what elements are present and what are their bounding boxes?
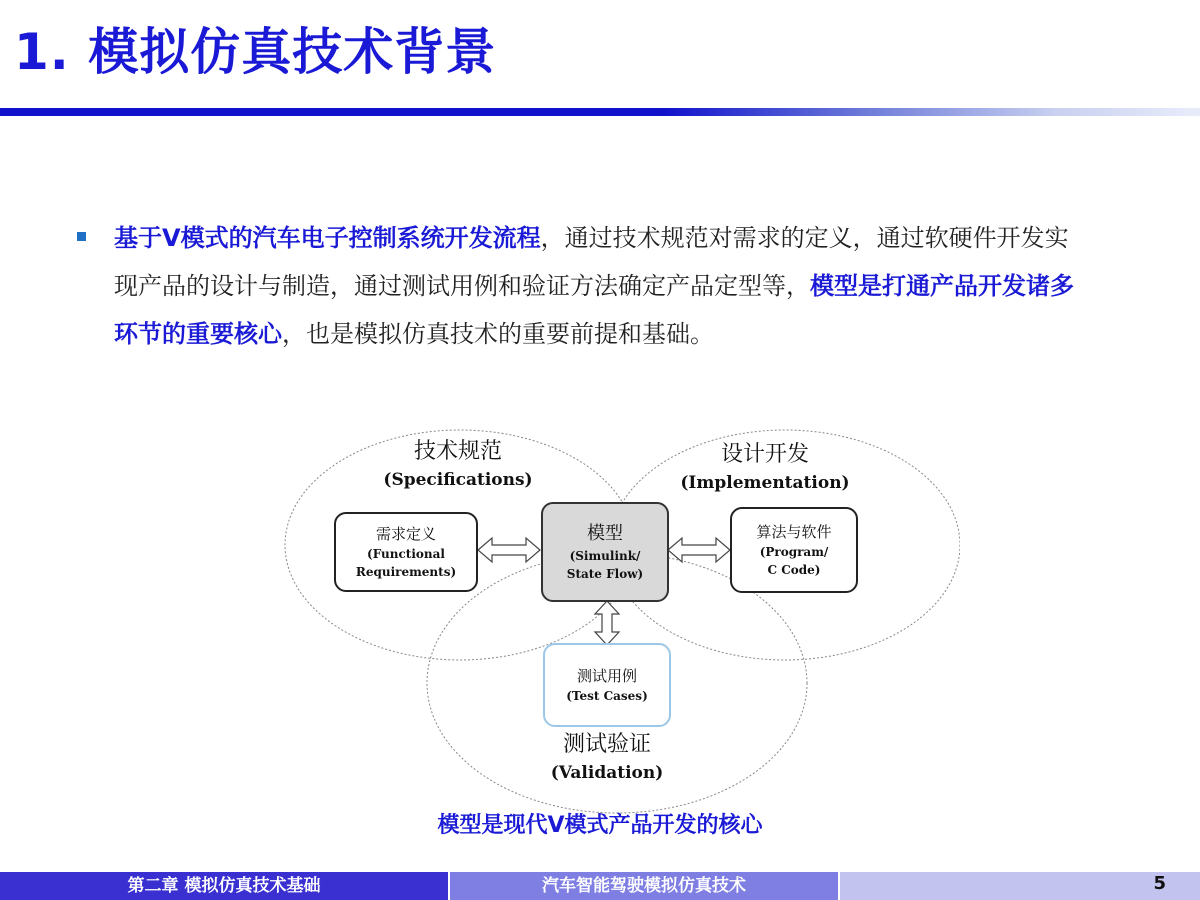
algo-en-2: C Code) [767, 563, 821, 577]
footer-blank [840, 872, 1200, 900]
bullet-square-icon [77, 232, 86, 241]
model-en-1: (Simulink/ [569, 549, 641, 563]
arrow-model-algo [668, 538, 730, 562]
requirements-box [334, 512, 478, 592]
spec-label-en: (Specifications) [383, 470, 533, 490]
impl-label [680, 440, 850, 496]
v-model-diagram [270, 425, 960, 815]
slide-title: 1. 模拟仿真技术背景 [14, 23, 497, 81]
algo-en-1: (Program/ [759, 545, 829, 559]
req-en-1: (Functional [367, 547, 445, 561]
model-box [541, 502, 669, 602]
diagram-caption: 模型是现代V模式产品开发的核心 [437, 813, 763, 838]
paragraph-text-1: ，通过技术规范对需求的定义，通过软硬件开发实现产品的设计与制造，通过测试用例和验证方法确定产品定型等， [114, 224, 1069, 300]
body-paragraph [114, 214, 1074, 358]
req-en-2: Requirements) [355, 565, 457, 579]
req-cn: 需求定义 [375, 525, 436, 543]
page-number: 5 [1153, 873, 1166, 894]
footer-course: 汽车智能驾驶模拟仿真技术 [450, 872, 838, 900]
paragraph-text-2: ，也是模拟仿真技术的重要前提和基础。 [282, 320, 714, 348]
test-cases-box [543, 643, 671, 727]
highlight-model-core: 模型是打通产品开发诸多环节的重要核心 [114, 272, 1074, 348]
footer-bar [0, 872, 1200, 900]
model-cn: 模型 [587, 523, 623, 544]
algorithm-box [730, 507, 858, 593]
footer-chapter: 第二章 模拟仿真技术基础 [0, 872, 448, 900]
spec-label [373, 437, 543, 493]
arrow-req-model [478, 538, 540, 562]
test-cn: 测试用例 [576, 667, 637, 685]
test-en: (Test Cases) [566, 689, 648, 703]
valid-label-en: (Validation) [550, 763, 664, 783]
arrow-model-test [595, 601, 619, 645]
valid-label-cn: 测试验证 [562, 732, 651, 757]
impl-label-en: (Implementation) [680, 473, 850, 493]
valid-label [522, 730, 692, 786]
impl-label-cn: 设计开发 [720, 442, 809, 467]
model-en-2: State Flow) [566, 567, 644, 581]
algo-cn: 算法与软件 [756, 523, 832, 541]
spec-label-cn: 技术规范 [413, 439, 502, 464]
title-divider [0, 108, 1200, 116]
highlight-v-mode: 基于V模式的汽车电子控制系统开发流程 [114, 224, 541, 252]
